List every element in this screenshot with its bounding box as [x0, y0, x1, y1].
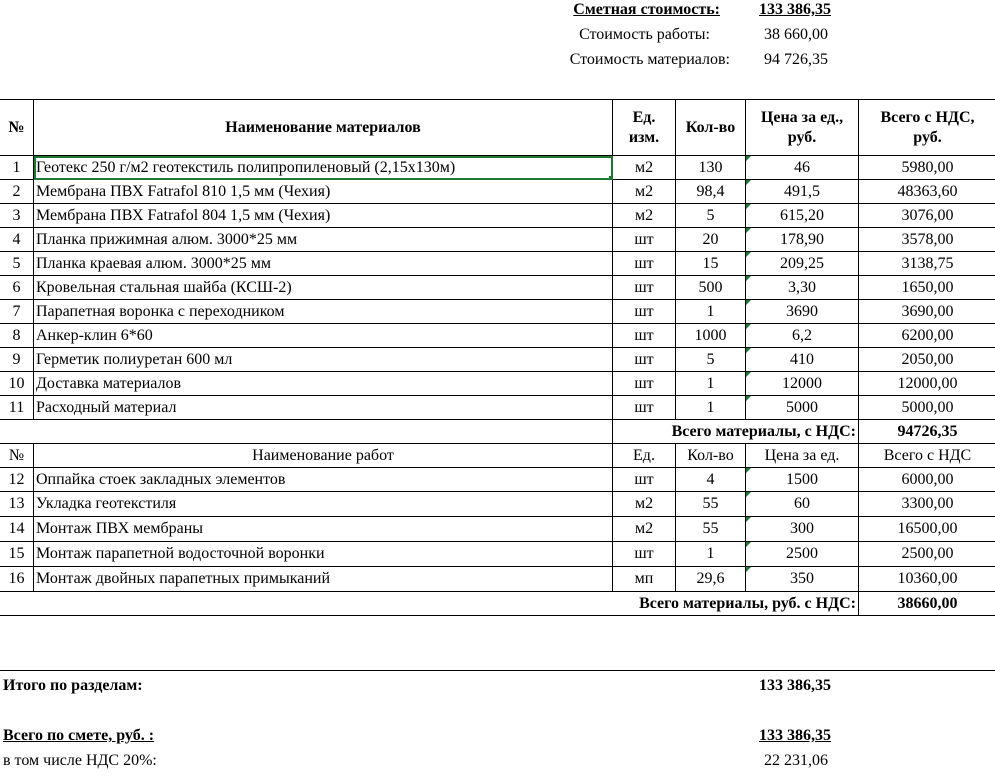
row-name[interactable]: Оппайка стоек закладных элементов — [34, 468, 613, 492]
divider-line — [0, 670, 995, 671]
row-price[interactable]: 491,5 — [746, 180, 859, 204]
row-total[interactable]: 16500,00 — [859, 517, 995, 542]
materials-row — [0, 204, 995, 228]
spacer — [34, 420, 613, 444]
materials-row — [0, 276, 995, 300]
row-total[interactable]: 48363,60 — [859, 180, 995, 204]
row-qty[interactable]: 55 — [676, 492, 746, 517]
row-qty[interactable]: 1 — [676, 542, 746, 567]
works-row — [0, 517, 995, 542]
row-total[interactable]: 5000,00 — [859, 396, 995, 420]
header-price — [746, 100, 859, 156]
header-qty: Кол-во — [676, 100, 746, 156]
works-row — [0, 542, 995, 567]
row-qty[interactable]: 98,4 — [676, 180, 746, 204]
row-price[interactable]: 60 — [746, 492, 859, 517]
materials-header-row — [0, 100, 995, 156]
row-qty[interactable]: 29,6 — [676, 567, 746, 592]
row-total[interactable]: 10360,00 — [859, 567, 995, 592]
row-total[interactable]: 3138,75 — [859, 252, 995, 276]
row-total[interactable]: 5980,00 — [859, 156, 995, 180]
materials-row — [0, 156, 995, 180]
header-total-line2: руб. — [913, 128, 942, 146]
header-number: № — [0, 100, 34, 156]
row-name[interactable]: Мембрана ПВХ Fatrafol 810 1,5 мм (Чехия) — [34, 180, 613, 204]
row-qty[interactable]: 1000 — [676, 324, 746, 348]
row-qty[interactable]: 55 — [676, 517, 746, 542]
row-qty[interactable]: 15 — [676, 252, 746, 276]
vat-value: 22 231,06 — [764, 752, 828, 769]
row-name[interactable]: Планка прижимная алюм. 3000*25 мм — [34, 228, 613, 252]
row-unit[interactable]: м2 — [613, 204, 676, 228]
row-number[interactable]: 8 — [0, 324, 34, 348]
row-unit[interactable]: м2 — [613, 492, 676, 517]
works-total-row — [0, 592, 995, 616]
row-unit[interactable]: м2 — [613, 517, 676, 542]
header-unit-line1: Ед. — [632, 108, 656, 126]
row-unit[interactable]: шт — [613, 372, 676, 396]
row-number[interactable]: 9 — [0, 348, 34, 372]
row-price[interactable]: 300 — [746, 517, 859, 542]
materials-row — [0, 372, 995, 396]
row-name[interactable]: Монтаж парапетной водосточной воронки — [34, 542, 613, 567]
row-price[interactable]: 209,25 — [746, 252, 859, 276]
row-price[interactable]: 1500 — [746, 468, 859, 492]
selected-cell[interactable]: Геотекс 250 г/м2 геотекстиль полипропиленовый (2,15х130м) — [34, 156, 613, 180]
sections-total-label: Итого по разделам: — [3, 677, 143, 694]
row-name[interactable]: Укладка геотекстиля — [34, 492, 613, 517]
materials-total-value: 94726,35 — [859, 420, 995, 444]
row-unit[interactable]: шт — [613, 468, 676, 492]
header-material-name: Наименование материалов — [34, 100, 613, 156]
materials-total-label: Всего материалы, с НДС: — [613, 420, 859, 444]
row-price[interactable]: 2500 — [746, 542, 859, 567]
row-price[interactable]: 178,90 — [746, 228, 859, 252]
row-total[interactable]: 6000,00 — [859, 468, 995, 492]
header-unit — [613, 100, 676, 156]
row-number[interactable]: 15 — [0, 542, 34, 567]
row-price[interactable]: 350 — [746, 567, 859, 592]
row-name[interactable]: Герметик полиуретан 600 мл — [34, 348, 613, 372]
estimate-cost-label: Сметная стоимость: — [573, 1, 720, 18]
row-price[interactable]: 5000 — [746, 396, 859, 420]
row-total[interactable]: 3300,00 — [859, 492, 995, 517]
works-header-row — [0, 444, 995, 468]
materials-row — [0, 396, 995, 420]
row-unit[interactable]: мп — [613, 567, 676, 592]
header-unit-line2: изм. — [628, 128, 660, 146]
row-number[interactable]: 4 — [0, 228, 34, 252]
row-qty[interactable]: 1 — [676, 396, 746, 420]
works-row — [0, 492, 995, 517]
row-price[interactable]: 410 — [746, 348, 859, 372]
row-price[interactable]: 12000 — [746, 372, 859, 396]
works-header-unit: Ед. — [613, 444, 676, 468]
row-number[interactable]: 12 — [0, 468, 34, 492]
works-total-label: Всего материалы, руб. с НДС: — [0, 592, 859, 616]
row-name[interactable]: Доставка материалов — [34, 372, 613, 396]
row-unit[interactable]: шт — [613, 252, 676, 276]
row-name[interactable]: Расходный материал — [34, 396, 613, 420]
header-price-line1: Цена за ед., — [760, 108, 844, 126]
row-qty[interactable]: 20 — [676, 228, 746, 252]
row-total[interactable]: 3076,00 — [859, 204, 995, 228]
estimate-table — [0, 99, 995, 616]
row-unit[interactable]: шт — [613, 300, 676, 324]
materials-row — [0, 348, 995, 372]
works-row — [0, 567, 995, 592]
works-header-total: Всего с НДС — [859, 444, 995, 468]
works-total-value: 38660,00 — [859, 592, 995, 616]
row-number[interactable]: 1 — [0, 156, 34, 180]
row-number[interactable]: 7 — [0, 300, 34, 324]
row-name[interactable]: Монтаж ПВХ мембраны — [34, 517, 613, 542]
row-name[interactable]: Парапетная воронка с переходником — [34, 300, 613, 324]
row-name[interactable]: Кровельная стальная шайба (КСШ-2) — [34, 276, 613, 300]
row-total[interactable]: 12000,00 — [859, 372, 995, 396]
row-total[interactable]: 6200,00 — [859, 324, 995, 348]
estimate-total-label: Всего по смете, руб. : — [3, 727, 155, 744]
row-number[interactable]: 5 — [0, 252, 34, 276]
row-number[interactable]: 2 — [0, 180, 34, 204]
row-qty[interactable]: 5 — [676, 348, 746, 372]
row-qty[interactable]: 4 — [676, 468, 746, 492]
row-total[interactable]: 1650,00 — [859, 276, 995, 300]
row-qty[interactable]: 500 — [676, 276, 746, 300]
row-unit[interactable]: шт — [613, 276, 676, 300]
works-header-name: Наименование работ — [34, 444, 613, 468]
header-total-line1: Всего с НДС, — [880, 108, 975, 126]
materials-row — [0, 228, 995, 252]
row-name[interactable]: Планка краевая алюм. 3000*25 мм — [34, 252, 613, 276]
work-cost-value: 38 660,00 — [764, 26, 828, 43]
header-price-line2: руб. — [787, 128, 817, 146]
spacer — [0, 420, 34, 444]
row-name[interactable]: Мембрана ПВХ Fatrafol 804 1,5 мм (Чехия) — [34, 204, 613, 228]
row-name[interactable]: Анкер-клин 6*60 — [34, 324, 613, 348]
row-price[interactable]: 615,20 — [746, 204, 859, 228]
row-qty[interactable]: 1 — [676, 300, 746, 324]
vat-label: в том числе НДС 20%: — [3, 752, 157, 769]
row-total[interactable]: 2050,00 — [859, 348, 995, 372]
row-total[interactable]: 3578,00 — [859, 228, 995, 252]
row-number[interactable]: 10 — [0, 372, 34, 396]
row-number[interactable]: 14 — [0, 517, 34, 542]
estimate-total-value: 133 386,35 — [759, 727, 831, 744]
header-total — [859, 100, 995, 156]
row-price[interactable]: 3,30 — [746, 276, 859, 300]
row-number[interactable]: 3 — [0, 204, 34, 228]
row-number[interactable]: 11 — [0, 396, 34, 420]
works-header-qty: Кол-во — [676, 444, 746, 468]
materials-row — [0, 300, 995, 324]
materials-cost-value: 94 726,35 — [764, 51, 828, 68]
row-number[interactable]: 6 — [0, 276, 34, 300]
row-qty[interactable]: 1 — [676, 372, 746, 396]
row-price[interactable]: 46 — [746, 156, 859, 180]
row-unit[interactable]: шт — [613, 396, 676, 420]
row-qty[interactable]: 5 — [676, 204, 746, 228]
row-unit[interactable]: шт — [613, 228, 676, 252]
row-unit[interactable]: шт — [613, 348, 676, 372]
row-unit[interactable]: м2 — [613, 180, 676, 204]
row-unit[interactable]: шт — [613, 324, 676, 348]
materials-total-row — [0, 420, 995, 444]
works-header-number: № — [0, 444, 34, 468]
estimate-cost-value: 133 386,35 — [759, 1, 831, 18]
sections-total-value: 133 386,35 — [759, 677, 831, 694]
row-unit[interactable]: шт — [613, 542, 676, 567]
row-total[interactable]: 2500,00 — [859, 542, 995, 567]
works-row — [0, 468, 995, 492]
row-price[interactable]: 6,2 — [746, 324, 859, 348]
row-name[interactable]: Монтаж двойных парапетных примыканий — [34, 567, 613, 592]
row-total[interactable]: 3690,00 — [859, 300, 995, 324]
work-cost-label: Стоимость работы: — [579, 26, 710, 43]
row-price[interactable]: 3690 — [746, 300, 859, 324]
materials-cost-label: Стоимость материалов: — [569, 51, 730, 68]
works-header-price: Цена за ед. — [746, 444, 859, 468]
materials-row — [0, 180, 995, 204]
row-number[interactable]: 13 — [0, 492, 34, 517]
materials-row — [0, 252, 995, 276]
row-unit[interactable]: м2 — [613, 156, 676, 180]
row-number[interactable]: 16 — [0, 567, 34, 592]
row-qty[interactable]: 130 — [676, 156, 746, 180]
materials-row — [0, 324, 995, 348]
